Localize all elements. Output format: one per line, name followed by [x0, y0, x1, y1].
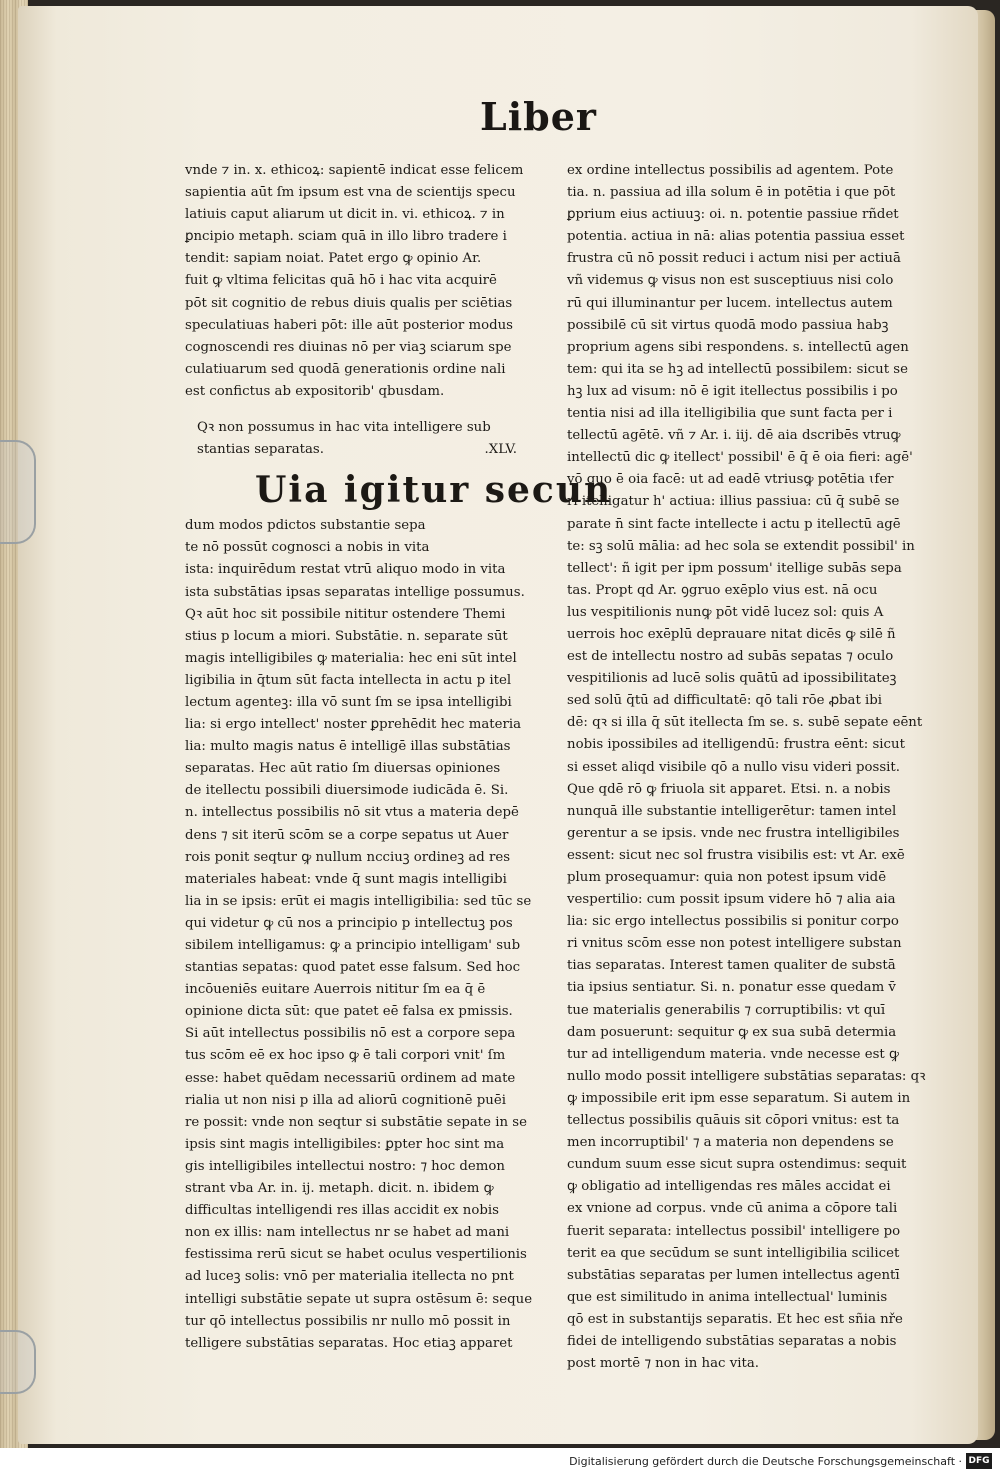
text-line: de itellectu possibili diuersimode iudicāda ē. Si. — [185, 783, 509, 799]
text-line: lectum agenteꝫ: illa vō sunt ſm se ipsa intelligibi — [185, 694, 512, 710]
left-column — [185, 160, 613, 1355]
text-line: essent: sicut nec sol frustra visibilis est: vt Ar. exē — [567, 847, 905, 863]
text-line: lia: si ergo intellect' noster ꝑprehēdit hec materia — [185, 717, 522, 733]
text-line: rialia ut non nisi p illa ad aliorū cognitionē puēi — [185, 1092, 506, 1108]
text-line: pōt sit cognitio de rebus diuis qualis per sciētias — [185, 295, 513, 311]
text-line: nobis ipossibiles ad itelligendū: frustra eēnt: sicut — [567, 737, 905, 753]
text-line: strant vba Ar. in. ij. metaph. dicit. n. ibidem ꝙ — [185, 1181, 494, 1197]
text-line: potentia. actiua in nā: alias potentia passiua esset — [567, 229, 905, 245]
text-line: fuit ꝙ vltima felicitas quā hō i hac vita acquirē — [185, 273, 497, 289]
page-clip-top — [0, 440, 36, 544]
text-line: ad luceꝫ solis: vnō per materialia itellecta no pnt — [185, 1269, 514, 1285]
chapter-heading — [185, 417, 523, 461]
text-line: cognoscendi res diuinas nō per viaꝫ sciarum spe — [185, 339, 512, 355]
text-line: n. intellectus possibilis nō sit vtus a materia depē — [185, 805, 519, 821]
left-top-paragraph — [185, 160, 523, 403]
text-line: rū qui illuminantur per lucem. intellectus autem — [567, 295, 893, 311]
text-line: parate n̄ sint facte intellecte i actu p itellectū agē — [567, 516, 901, 532]
text-line: telligere substātias separatas. Hoc etiaꝫ apparet — [185, 1335, 513, 1351]
text-line: tue materialis generabilis ⁊ corruptibilis: vt quī — [567, 1002, 886, 1018]
text-line: speculatiuas haberi pōt: ille aūt posterior modus — [185, 317, 513, 333]
text-line: Si aūt intellectus possibilis nō est a corpore sepa — [185, 1026, 516, 1042]
text-line: cundum suum esse sicut supra ostendimus: sequit — [567, 1157, 907, 1173]
text-line: que est similitudo in anima intellectual' luminis — [567, 1289, 888, 1305]
text-line: vnde ⁊ in. x. ethicoꝝ: sapientē indicat esse felicem — [185, 163, 524, 178]
text-line: post mortē ⁊ non in hac vita. — [567, 1356, 759, 1372]
text-line: ꝙ obligatio ad intelligendas res māles accidat ei — [567, 1179, 891, 1195]
text-line: te nō possūt cognosci a nobis in vita — [185, 540, 430, 556]
text-line: lia: sic ergo intellectus possibilis si ponitur corpo — [567, 914, 899, 930]
text-line: nullo modo possit intelligere substātias separatas: qꝛ — [567, 1068, 926, 1084]
text-line: separatas. Hec aūt ratio ſm diuersas opiniones — [185, 761, 501, 777]
text-line: ri vnitus scōm esse non potest intelligere substan — [567, 936, 902, 952]
text-line: vñ videmus ꝙ visus non est susceptiuus nisi colo — [567, 273, 894, 289]
text-line: gerentur a se ipsis. vnde nec frustra intelligibiles — [567, 825, 900, 841]
text-line: dam posuerunt: sequitur ꝙ ex sua subā determia — [567, 1024, 897, 1040]
text-line: lia: multo magis natus ē intelligē illas substātias — [185, 739, 511, 755]
text-line: dens ⁊ sit iterū scōm se a corpe sepatus ut Auer — [185, 827, 509, 843]
text-line: tellectus possibilis quāuis sit cōpori vnitus: est ta — [567, 1113, 900, 1129]
text-line: tias separatas. Interest tamen qualiter de substā — [567, 958, 896, 974]
text-line: terit ea que secūdum se sunt intelligibilia scilicet — [567, 1245, 900, 1261]
text-line: ipsis sint magis intelligibiles: ꝑpter hoc sint ma — [185, 1136, 505, 1152]
text-line: tem: qui ita se hꝫ ad intellectū possibilem: sicut se — [567, 361, 908, 377]
text-line: tas. Propt qd Ar. ꝯgruo exēplo vius est. nā ocu — [567, 582, 878, 598]
text-line: tur qō intellectus possibilis nr nullo mō possit in — [185, 1313, 511, 1329]
text-line: non ex illis: nam intellectus nr se habet ad mani — [185, 1225, 510, 1241]
text-line: est confictus ab expositorib' qbusdam. — [185, 383, 445, 399]
text-line: esse: habet quēdam necessariū ordinem ad mate — [185, 1070, 516, 1086]
text-line: opinione dicta sūt: que patet eē falsa ex pmissis. — [185, 1004, 513, 1020]
left-body-paragraph — [185, 515, 533, 1355]
text-line: tia. n. passiua ad illa solum ē in potētia i que pōt — [567, 185, 896, 201]
text-line: tellectū agētē. vñ ⁊ Ar. i. iij. dē aia dscribēs vtruꝙ — [567, 428, 901, 444]
text-line: latiuis caput aliarum ut dicit in. vi. ethicoꝝ. ⁊ in — [185, 207, 505, 223]
funding-notice: Digitalisierung gefördert durch die Deutsche Forschungsgemeinschaft · — [569, 1455, 962, 1468]
text-line: gis intelligibiles intellectui nostro: ⁊ hoc demon — [185, 1158, 505, 1174]
right-body-paragraph — [567, 160, 926, 1375]
text-line: vespitilionis ad lucē solis quātū ad ipossibilitateꝫ — [567, 671, 897, 687]
text-line: fuerit separata: intellectus possibil' intelligere po — [567, 1223, 901, 1239]
dfg-logo: DFG — [966, 1453, 992, 1469]
text-line: lus vespitilionis nunꝙ pōt vidē lucez sol: quis A — [567, 604, 884, 620]
text-line: uerrois hoc exēplū deprauare nitat dicēs ꝙ silē ñ — [567, 626, 896, 642]
text-line: dum modos pdictos substantie sepa — [185, 518, 426, 534]
text-line: tia ipsius sentiatur. Si. n. ponatur esse quedam v̄ — [567, 980, 896, 996]
text-line: men incorruptibil' ⁊ a materia non dependens se — [567, 1135, 894, 1151]
chapter-heading-line: stantias separatas. .XLV. — [185, 439, 523, 461]
text-line: magis intelligibiles ꝙ materialia: hec eni sūt intel — [185, 650, 517, 666]
text-line: intelligi substātie sepate ut supra ostēsum ē: seque — [185, 1291, 533, 1307]
text-line: stantias sepatas: quod patet esse falsum. Sed hoc — [185, 960, 521, 976]
text-line: ex ordine intellectus possibilis ad agentem. Pote — [567, 163, 894, 178]
text-line: substātias separatas per lumen intellectus agentī — [567, 1267, 900, 1283]
text-line: sibilem intelligamus: ꝙ a principio intelligam' sub — [185, 938, 521, 953]
text-line: ri itelligatur h' actiua: illius passiua: cū q̄ subē se — [567, 494, 900, 510]
text-line: incōueniēs euitare Auerrois nititur ſm ea q̄ ē — [185, 982, 486, 998]
text-line: qō est in substantijs separatis. Et hec est sñia nře — [567, 1311, 903, 1327]
chapter-number: .XLV. — [484, 442, 517, 458]
text-line: frustra cū nō possit reduci i actum nisi per actiuā — [567, 251, 901, 267]
text-line: qui videtur ꝙ cū nos a principio p intellectuꝫ pos — [185, 915, 513, 931]
text-line: ex vnione ad corpus. vnde cū anima a cōpore tali — [567, 1201, 898, 1217]
text-line: stius p locum a miori. Substātie. n. separate sūt — [185, 628, 508, 644]
text-line: proprium agens sibi respondens. s. intellectū agen — [567, 339, 909, 355]
text-line: nunquā ille substantie intelligerētur: tamen intel — [567, 803, 897, 819]
text-line: tendit: sapiam noiat. Patet ergo ꝙ opinio Ar. — [185, 251, 482, 267]
text-line: ꝑncipio metaph. sciam quā in illo libro tradere i — [185, 229, 507, 245]
text-line: re possit: vnde non seqtur si substātie sepate in se — [185, 1114, 527, 1130]
text-line: hꝫ lux ad visum: nō ē igit itellectus possibilis i po — [567, 383, 898, 399]
text-line: Que qdē rō ꝙ friuola sit apparet. Etsi. n. a nobis — [567, 781, 891, 797]
text-line: tus scōm eē ex hoc ipso ꝙ ē tali corpori vnit' ſm — [185, 1048, 506, 1064]
running-head: Liber — [480, 94, 597, 139]
text-line: te: sꝫ solū mālia: ad hec sola se extendit possibil' in — [567, 538, 915, 554]
text-line: sed solū q̄tū ad difficultatē: qō tali rōe ꝓbat ibi — [567, 693, 883, 709]
text-line: festissima rerū sicut se habet oculus vespertilionis — [185, 1247, 527, 1263]
page-right-edge — [975, 10, 995, 1440]
text-line: ligibilia in q̄tum sūt facta intellecta in actu p itel — [185, 672, 512, 688]
text-line: tentia nisi ad illa itelligibilia que sunt facta per i — [567, 406, 893, 422]
page-clip-bottom — [0, 1330, 36, 1394]
text-line: ꝑprium eius actiuuꝫ: oi. n. potentie passiue rñdet — [567, 207, 899, 223]
text-line: intellectū dic ꝙ itellect' possibil' ē q̄ ē oia fieri: agē' — [567, 450, 913, 466]
text-line: dē: qꝛ si illa q̄ sūt itellecta ſm se. s. subē sepate eēnt — [567, 715, 923, 731]
text-line: si esset aliqd visibile qō a nullo visu videri possit. — [567, 759, 901, 775]
text-line: tur ad intelligendum materia. vnde necesse est ꝙ — [567, 1046, 899, 1062]
text-line: difficultas intelligendi res illas accidit ex nobis — [185, 1203, 499, 1219]
chapter-initial-line: Uia igitur secun — [255, 469, 613, 512]
right-column — [567, 160, 926, 1375]
text-line: rois ponit seqtur ꝙ nullum ncciuꝫ ordineꝫ ad res — [185, 849, 511, 865]
text-line: sapientia aūt ſm ipsum est vna de scientijs specu — [185, 185, 516, 201]
text-line: ista: inquirēdum restat vtrū aliquo modo in vita — [185, 562, 506, 578]
text-line: culatiuarum sed quodā generationis ordine nali — [185, 361, 506, 377]
text-line: vespertilio: cum possit ipsum videre hō ⁊ alia aia — [567, 892, 896, 908]
text-line: ista substātias ipsas separatas intellige possumus. — [185, 584, 525, 600]
text-line: materiales habeat: vnde q̄ sunt magis intelligibi — [185, 871, 507, 887]
chapter-heading-line: Qꝛ non possumus in hac vita intelligere sub — [197, 420, 491, 436]
text-line: possibilē cū sit virtus quodā modo passiua habꝫ — [567, 317, 889, 333]
text-line: fidei de intelligendo substātias separatas a nobis — [567, 1333, 897, 1349]
text-line: ꝙ impossibile erit ipm esse separatum. Si autem in — [567, 1090, 911, 1106]
text-line: Qꝛ aūt hoc sit possibile nititur ostendere Themi — [185, 606, 506, 622]
text-line: tellect': ñ igit per ipm possum' itellige subās sepa — [567, 560, 902, 576]
text-line: lia in se ipsis: erūt ei magis intelligibilia: sed tūc se — [185, 893, 532, 909]
text-line: est de intellectu nostro ad subās sepatas ⁊ oculo — [567, 649, 894, 665]
text-line: plum prosequamur: quia non potest ipsum vidē — [567, 870, 887, 885]
text-line: vō quo ē oia facē: ut ad eadē vtriusꝙ potētia ɩfer — [567, 472, 894, 488]
